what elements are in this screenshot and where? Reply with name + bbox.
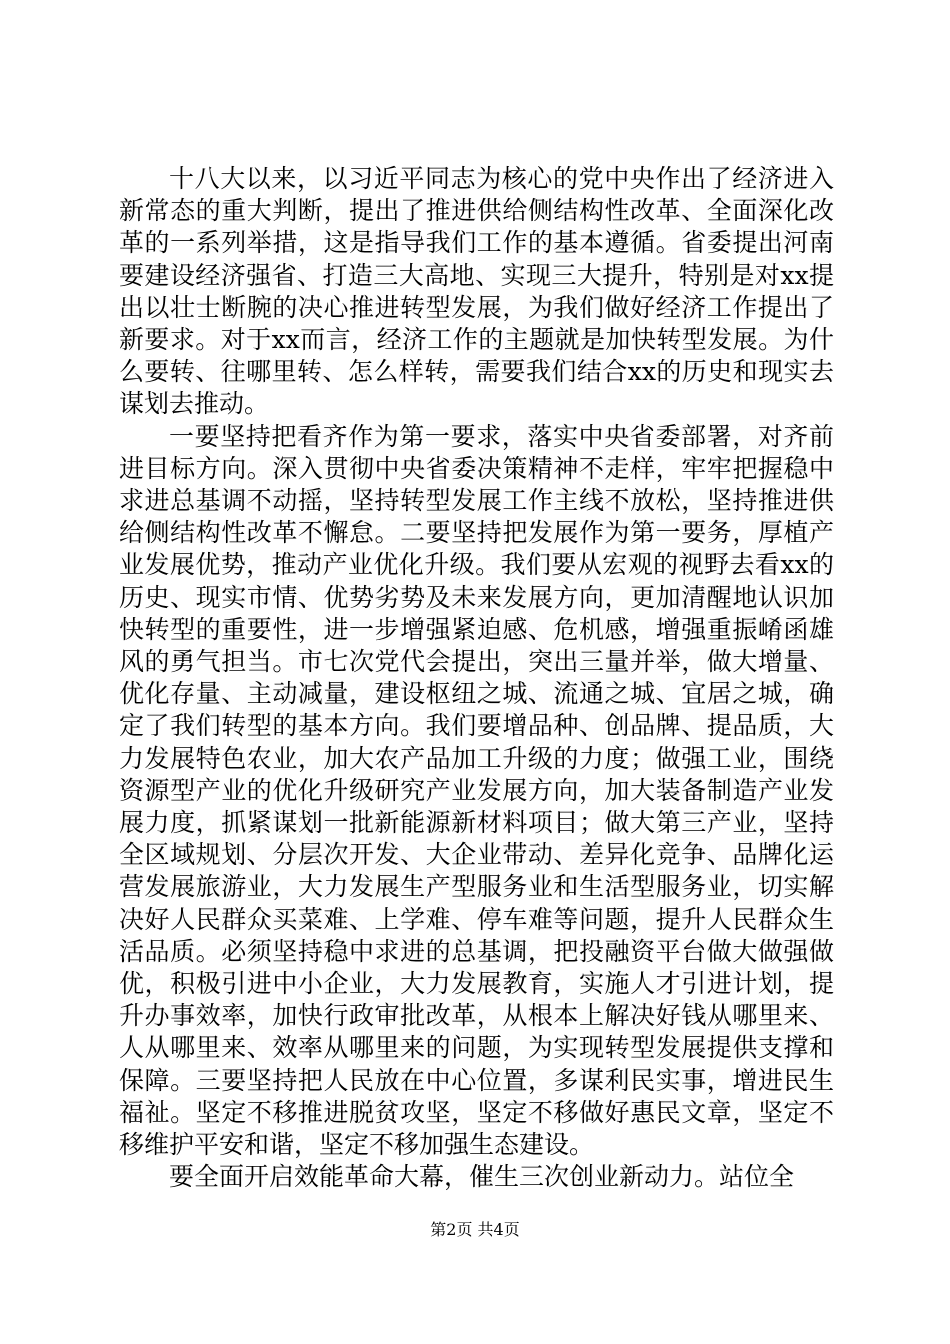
document-body [119, 163, 834, 1194]
paragraph-3: 要全面开启效能革命大幕，催生三次创业新动力。站位全 [169, 1162, 795, 1192]
paragraph-1: 十八大以来，以习近平同志为核心的党中央作出了经济进入新常态的重大判断，提出了推进供给侧结构性改革、全面深化改革的一系列举措，这是指导我们工作的基本遵循。省委提出河南要建设经济强省、打造三大高地、实现三大提升，特别是对xx提出以壮士断腕的决心推进转型发展，为我们做好经济工作提出了新要求。对于xx而言，经济工作的主题就是加快转型发展。为什么要转、往哪里转、怎么样转，需要我们结合xx的历史和现实去谋划去推动。 [119, 164, 834, 419]
page-footer: 第2页 共4页 [430, 1220, 520, 1239]
paragraph-2: 一要坚持把看齐作为第一要求，落实中央省委部署，对齐前进目标方向。深入贯彻中央省委决策精神不走样，牢牢把握稳中求进总基调不动摇，坚持转型发展工作主线不放松，坚持推进供给侧结构性改革不懈怠。二要坚持把发展作为第一要务，厚植产业发展优势，推动产业优化升级。我们要从宏观的视野去看xx的历史、现实市情、优势劣势及未来发展方向，更加清醒地认识加快转型的重要性，进一步增强紧迫感、危机感，增强重振崤函雄风的勇气担当。市七次党代会提出，突出三量并举，做大增量、优化存量、主动减量，建设枢纽之城、流通之城、宜居之城，确定了我们转型的基本方向。我们要增品种、创品牌、提品质，大力发展特色农业，加大农产品加工升级的力度；做强工业，围绕资源型产业的优化升级研究产业发展方向，加大装备制造产业发展力度，抓紧谋划一批新能源新材料项目；做大第三产业，坚持全区域规划、分层次开发、大企业带动、差异化竞争、品牌化运营发展旅游业，大力发展生产型服务业和生活型服务业，切实解决好人民群众买菜难、上学难、停车难等问题，提升人民群众生活品质。必须坚持稳中求进的总基调，把投融资平台做大做强做优，积极引进中小企业，大力发展教育，实施人才引进计划，提升办事效率，加快行政审批改革，从根本上解决好钱从哪里来、人从哪里来、效率从哪里来的问题，为实现转型发展提供支撑和保障。三要坚持把人民放在中心位置，多谋利民实事，增进民生福祉。坚定不移推进脱贫攻坚，坚定不移做好惠民文章，坚定不移维护平安和谐，坚定不移加强生态建设。 [119, 421, 834, 1160]
